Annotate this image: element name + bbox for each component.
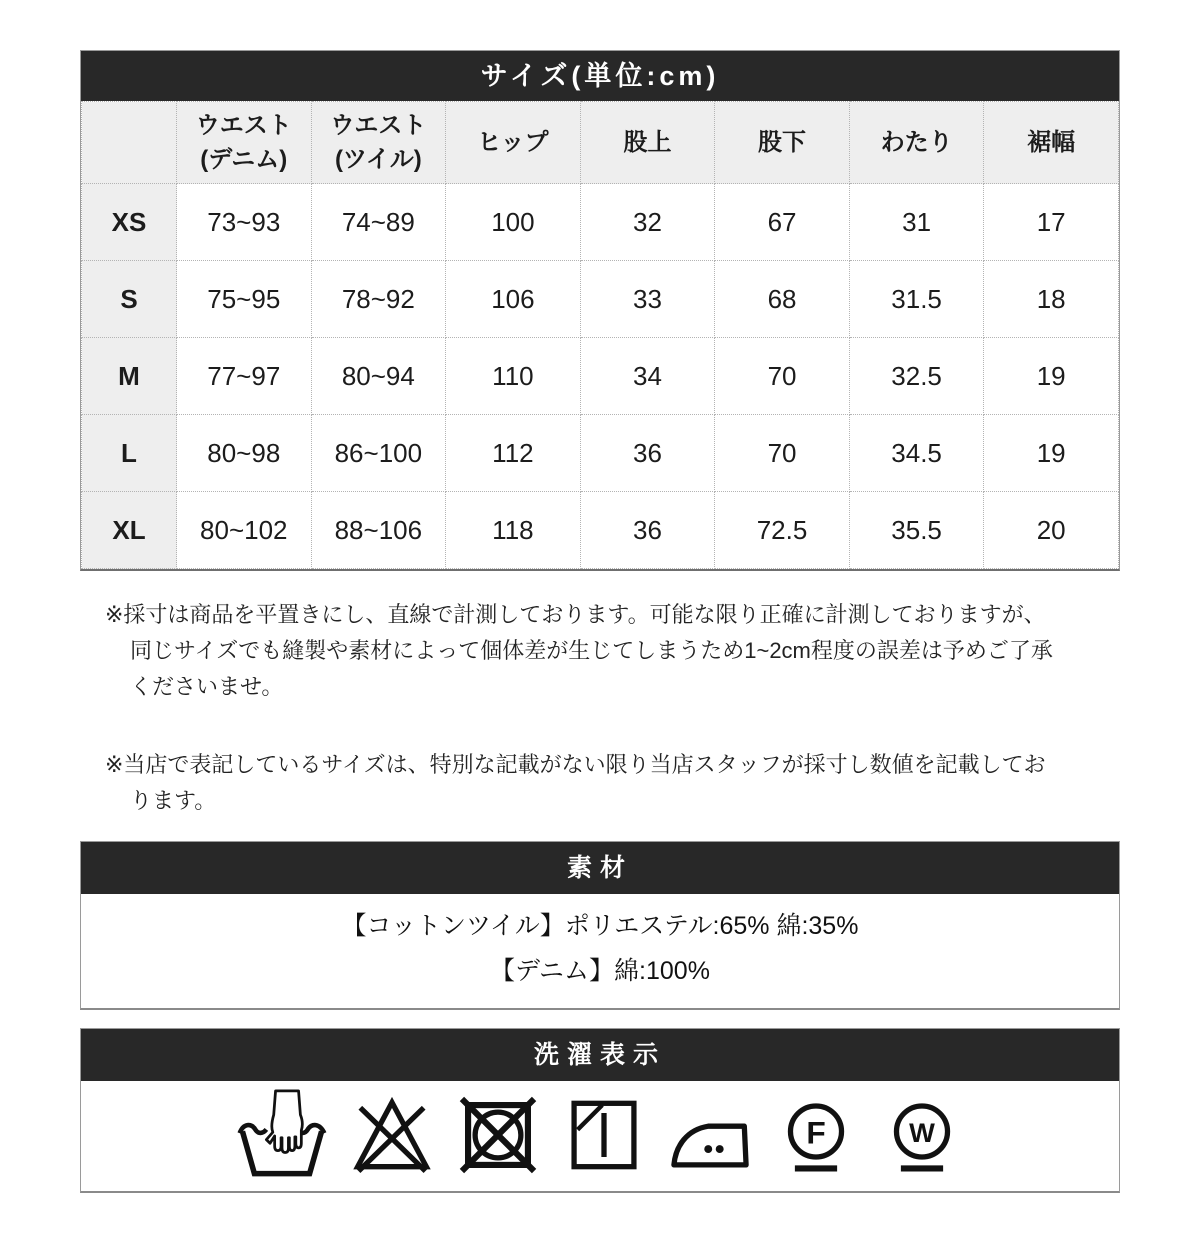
measurement-note: ※採寸は商品を平置きにし、直線で計測しております。可能な限り正確に計測しておりますが、同じサイズでも縫製や素材によって個体差が生じてしまうため1~2cm程度の誤差は予めご了承くださいませ。 <box>105 602 1053 699</box>
size-cell: 74~89 <box>311 184 446 261</box>
care-symbols-row <box>81 1081 1119 1191</box>
size-col-header-hem: 裾幅 <box>984 102 1119 184</box>
line-dry-in-shade-icon <box>560 1089 648 1181</box>
material-line-twill: 【コットンツイル】ポリエステル:65% 綿:35% <box>341 912 859 940</box>
size-cell: 110 <box>446 338 581 415</box>
iron-medium-icon <box>666 1089 754 1181</box>
size-chart-page <box>80 50 1120 1193</box>
wet-clean-w-letter: W <box>909 1116 935 1148</box>
size-cell: 70 <box>715 338 850 415</box>
size-cell: 100 <box>446 184 581 261</box>
size-cell: 67 <box>715 184 850 261</box>
do-not-tumble-dry-icon <box>454 1089 542 1181</box>
size-row-label: S <box>82 261 177 338</box>
care-section <box>80 1028 1120 1193</box>
size-table-header-row <box>82 102 1119 184</box>
size-cell: 73~93 <box>177 184 312 261</box>
size-cell: 106 <box>446 261 581 338</box>
size-row-label: L <box>82 415 177 492</box>
size-cell: 78~92 <box>311 261 446 338</box>
size-cell: 19 <box>984 415 1119 492</box>
size-col-header-thigh: わたり <box>849 102 984 184</box>
size-cell: 33 <box>580 261 715 338</box>
size-row-m <box>82 338 1119 415</box>
size-row-label: XL <box>82 492 177 569</box>
size-row-s <box>82 261 1119 338</box>
size-cell: 34.5 <box>849 415 984 492</box>
size-cell: 80~98 <box>177 415 312 492</box>
size-table <box>81 101 1119 569</box>
size-col-header-corner <box>82 102 177 184</box>
material-line-denim: 【デニム】綿:100% <box>490 957 710 985</box>
size-cell: 36 <box>580 492 715 569</box>
size-cell: 18 <box>984 261 1119 338</box>
size-cell: 32 <box>580 184 715 261</box>
size-cell: 17 <box>984 184 1119 261</box>
size-cell: 80~102 <box>177 492 312 569</box>
size-cell: 31 <box>849 184 984 261</box>
size-cell: 70 <box>715 415 850 492</box>
size-row-l <box>82 415 1119 492</box>
size-cell: 80~94 <box>311 338 446 415</box>
size-row-xs <box>82 184 1119 261</box>
size-cell: 32.5 <box>849 338 984 415</box>
size-cell: 34 <box>580 338 715 415</box>
size-cell: 19 <box>984 338 1119 415</box>
wet-clean-w-icon <box>878 1089 966 1181</box>
size-col-header-inseam: 股下 <box>715 102 850 184</box>
size-cell: 118 <box>446 492 581 569</box>
dry-clean-f-icon <box>772 1089 860 1181</box>
size-col-header-rise: 股上 <box>580 102 715 184</box>
material-body <box>81 894 1119 1008</box>
do-not-bleach-icon <box>348 1089 436 1181</box>
size-col-header-waist-denim: ウエスト (デニム) <box>177 102 312 184</box>
size-row-label: XS <box>82 184 177 261</box>
material-section <box>80 841 1120 1010</box>
material-title: 素材 <box>81 842 1119 894</box>
size-col-header-waist-twill: ウエスト (ツイル) <box>311 102 446 184</box>
size-cell: 68 <box>715 261 850 338</box>
size-cell: 20 <box>984 492 1119 569</box>
size-cell: 72.5 <box>715 492 850 569</box>
size-cell: 35.5 <box>849 492 984 569</box>
dry-clean-f-letter: F <box>806 1114 826 1151</box>
size-cell: 36 <box>580 415 715 492</box>
size-cell: 77~97 <box>177 338 312 415</box>
size-table-title: サイズ(単位:cm) <box>81 51 1119 101</box>
size-row-xl <box>82 492 1119 569</box>
hand-wash-icon <box>234 1089 330 1181</box>
care-title: 洗濯表示 <box>81 1029 1119 1081</box>
sizing-note: ※当店で表記しているサイズは、特別な記載がない限り当店スタッフが採寸し数値を記載しております。 <box>105 752 1046 813</box>
size-cell: 112 <box>446 415 581 492</box>
size-col-header-hip: ヒップ <box>446 102 581 184</box>
size-cell: 31.5 <box>849 261 984 338</box>
size-table-section <box>80 50 1120 571</box>
size-cell: 86~100 <box>311 415 446 492</box>
size-cell: 88~106 <box>311 492 446 569</box>
size-row-label: M <box>82 338 177 415</box>
size-cell: 75~95 <box>177 261 312 338</box>
